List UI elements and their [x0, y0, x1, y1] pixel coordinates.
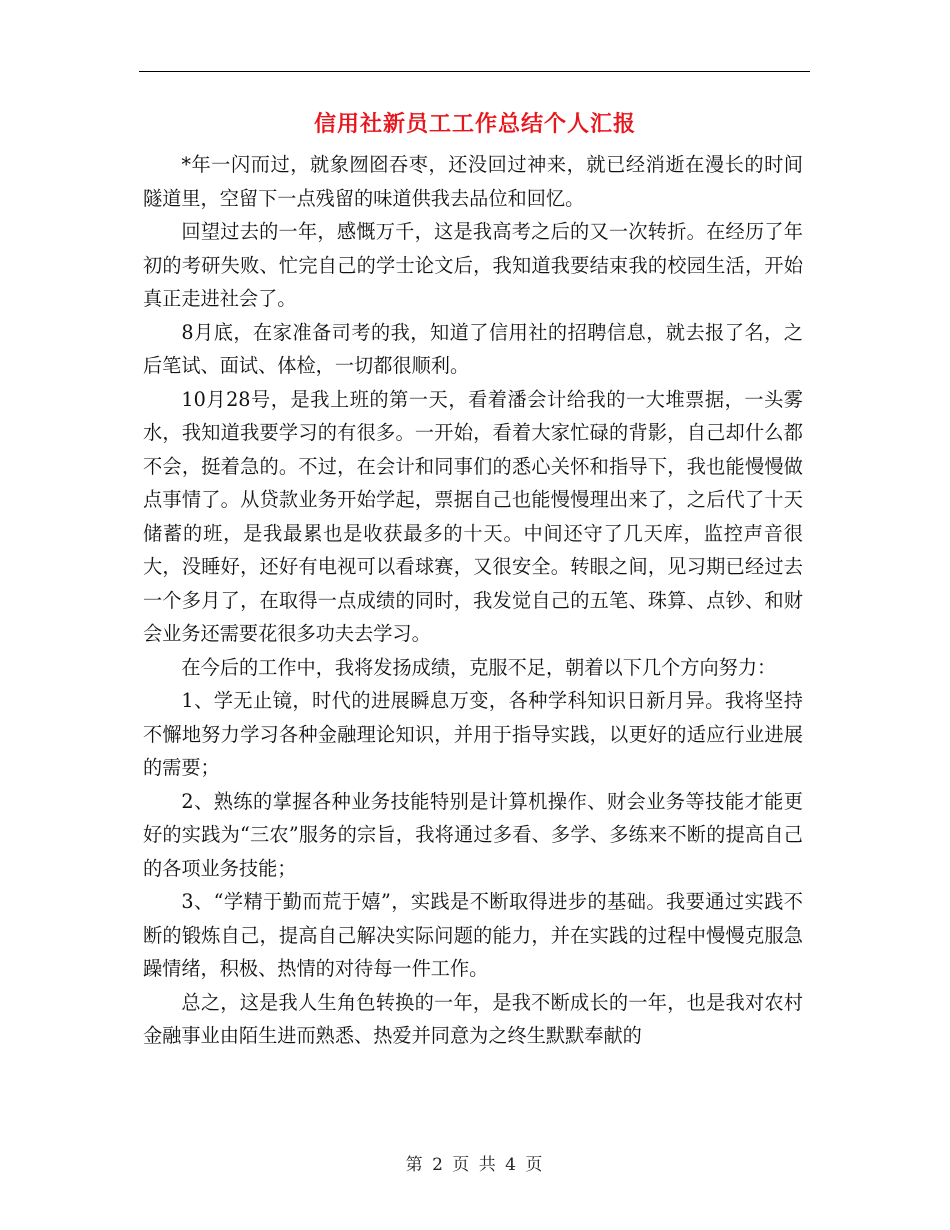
- paragraph-goal-1: 1、学无止镜，时代的进展瞬息万变，各种学科知识日新月异。我将坚持不懈地努力学习各种金融理论知识，并用于指导实践，以更好的适应行业进展的需要；: [143, 689, 803, 779]
- paragraph-future-intro: 在今后的工作中，我将发扬成绩，克服不足，朝着以下几个方向努力：: [181, 655, 777, 679]
- paragraph-goal-2: 2、熟练的掌握各种业务技能特别是计算机操作、财会业务等技能才能更好的实践为“三农”服务的宗旨，我将通过多看、多学、多练来不断的提高自己的各项业务技能；: [143, 789, 803, 880]
- page-number: 第 2 页 共 4 页: [405, 1155, 545, 1175]
- document-body: [143, 148, 803, 1053]
- paragraph-goal-3: 3、“学精于勤而荒于嬉”，实践是不断取得进步的基础。我要通过实践不断的锻炼自己，提高自己解决实际问题的能力，并在实践的过程中慢慢克服急躁情绪，积极、热情的对待每一件工作。: [143, 890, 803, 980]
- document-title: 信用社新员工工作总结个人汇报: [313, 111, 636, 137]
- paragraph-conclusion: 总之，这是我人生角色转换的一年，是我不断成长的一年，也是我对农村金融事业由陌生进而熟悉、热爱并同意为之终生默默奉献的: [143, 990, 803, 1047]
- paragraph-recruitment: 8月底，在家准备司考的我，知道了信用社的招聘信息，就去报了名，之后笔试、面试、体检，一切都很顺利。: [143, 320, 803, 377]
- paragraph-review: 回望过去的一年，感慨万千，这是我高考之后的又一次转折。在经历了年初的考研失败、忙完自己的学士论文后，我知道我要结束我的校园生活，开始真正走进社会了。: [143, 220, 803, 310]
- header-rule: [139, 71, 810, 72]
- paragraph-intro: *年一闪而过，就象囫囵吞枣，还没回过神来，就已经消逝在漫长的时间隧道里，空留下一点残留的味道供我去品位和回忆。: [143, 153, 803, 210]
- paragraph-first-day: 10月28号，是我上班的第一天，看着潘会计给我的一大堆票据，一头雾水，我知道我要学习的有很多。一开始，看着大家忙碌的背影，自己却什么都不会，挺着急的。不过，在会计和同事们的悉心关怀和指导下，我也能慢慢做点事情了。从贷款业务开始学起，票据自己也能慢慢理出来了，之后代了十天储蓄的班，是我最累也是收获最多的十天。中间还守了几天库，监控声音很大，没睡好，还好有电视可以看球赛，又很安全。转眼之间，见习期已经过去一个多月了，在取得一点成绩的同时，我发觉自己的五笔、珠算、点钞、和财会业务还需要花很多功夫去学习。: [143, 387, 803, 645]
